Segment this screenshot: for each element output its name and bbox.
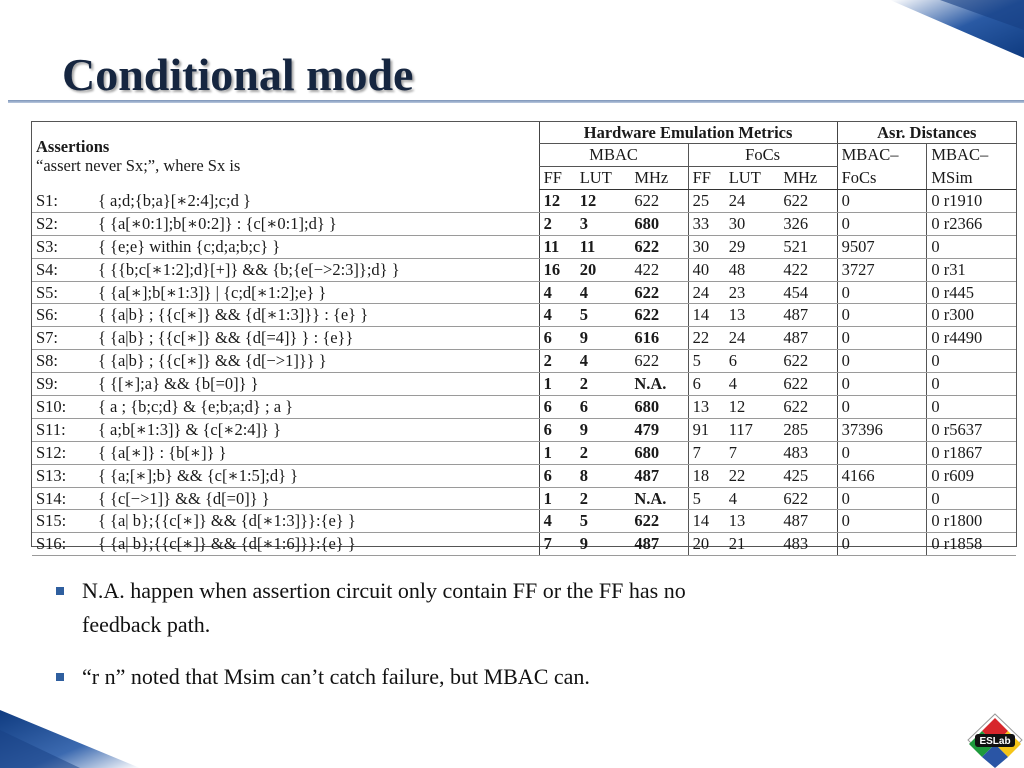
table-row xyxy=(32,418,1016,441)
cell-fmhz: 483 xyxy=(779,533,837,556)
cell-mmhz: 622 xyxy=(630,510,688,533)
cell-d2: 0 r609 xyxy=(927,464,1016,487)
note-text-line1: N.A. happen when assertion circuit only contain FF or the FF has no xyxy=(82,578,686,603)
assertion-expression: { {a| b};{{c[∗]} && {d[∗1:6]}}:{e} } xyxy=(98,534,356,554)
logo-text: ESLab xyxy=(979,736,1011,747)
mbac-group-header: MBAC xyxy=(539,144,688,167)
assertion-expression: { {a| b};{{c[∗]} && {d[∗1:3]}}:{e} } xyxy=(98,511,356,531)
cell-mff: 6 xyxy=(539,464,576,487)
cell-mff: 4 xyxy=(539,304,576,327)
mbac-focs-header-line1: MBAC– xyxy=(837,144,927,167)
cell-fff: 13 xyxy=(688,396,725,419)
cell-mlut: 6 xyxy=(576,396,631,419)
cell-d2: 0 r1910 xyxy=(927,190,1016,213)
table-row xyxy=(32,441,1016,464)
assertion-name: S11: xyxy=(36,419,66,439)
cell-fmhz: 422 xyxy=(779,258,837,281)
cell-fmhz: 454 xyxy=(779,281,837,304)
table-row xyxy=(32,350,1016,373)
assertion-name: S9: xyxy=(36,374,59,394)
cell-mlut: 11 xyxy=(576,235,631,258)
assertion-name: S1: xyxy=(36,190,59,210)
cell-mlut: 2 xyxy=(576,373,631,396)
mbac-focs-header-line2: FoCs xyxy=(837,167,927,190)
cell-d1: 0 xyxy=(837,510,927,533)
cell-d2: 0 r1858 xyxy=(927,533,1016,556)
cell-fmhz: 622 xyxy=(779,190,837,213)
table-row xyxy=(32,510,1016,533)
assertion-cell xyxy=(32,350,539,373)
assertion-cell xyxy=(32,235,539,258)
cell-flut: 30 xyxy=(725,212,780,235)
cell-mmhz: 487 xyxy=(630,533,688,556)
cell-mmhz: 422 xyxy=(630,258,688,281)
cell-mlut: 5 xyxy=(576,304,631,327)
cell-d1: 0 xyxy=(837,373,927,396)
cell-d2: 0 r31 xyxy=(927,258,1016,281)
assertion-expression: { a ; {b;c;d} & {e;b;a;d} ; a } xyxy=(98,396,294,416)
cell-mff: 16 xyxy=(539,258,576,281)
cell-mmhz: 479 xyxy=(630,418,688,441)
assertion-expression: { {{b;c[∗1:2];d}[+]} && {b;{e[−>2:3]};d} } xyxy=(98,259,400,279)
note-text: “r n” noted that Msim can’t catch failure, but MBAC can. xyxy=(82,664,590,689)
cell-flut: 24 xyxy=(725,327,780,350)
cell-fff: 18 xyxy=(688,464,725,487)
col-header-mbac-ff: FF xyxy=(539,167,576,190)
cell-fmhz: 487 xyxy=(779,304,837,327)
table-row xyxy=(32,396,1016,419)
cell-fmhz: 487 xyxy=(779,510,837,533)
table-row xyxy=(32,533,1016,556)
cell-d1: 0 xyxy=(837,327,927,350)
cell-mmhz: 622 xyxy=(630,281,688,304)
cell-d2: 0 r300 xyxy=(927,304,1016,327)
assertion-expression: { {c[−>1]} && {d[=0]} } xyxy=(98,488,270,508)
assertion-cell xyxy=(32,258,539,281)
cell-mff: 1 xyxy=(539,441,576,464)
cell-d1: 4166 xyxy=(837,464,927,487)
cell-fmhz: 622 xyxy=(779,396,837,419)
cell-mlut: 8 xyxy=(576,464,631,487)
cell-fff: 5 xyxy=(688,350,725,373)
table-row xyxy=(32,327,1016,350)
cell-d2: 0 r4490 xyxy=(927,327,1016,350)
cell-fff: 14 xyxy=(688,304,725,327)
mbac-msim-header-line2: MSim xyxy=(927,167,1016,190)
assertion-name: S2: xyxy=(36,213,59,233)
assertion-expression: { {a[∗]} : {b[∗]} } xyxy=(98,442,227,462)
cell-d1: 0 xyxy=(837,487,927,510)
corner-decoration-bottom-left xyxy=(0,710,140,768)
cell-mmhz: 680 xyxy=(630,212,688,235)
assertion-name: S15: xyxy=(36,511,67,531)
cell-d1: 3727 xyxy=(837,258,927,281)
assertions-header xyxy=(32,122,539,190)
assertion-cell xyxy=(32,190,539,213)
cell-fff: 91 xyxy=(688,418,725,441)
assertion-expression: { {a[∗];b[∗1:3]} | {c;d[∗1:2];e} } xyxy=(98,282,327,302)
slide-title: Conditional mode xyxy=(62,49,414,100)
cell-fmhz: 285 xyxy=(779,418,837,441)
assertion-cell xyxy=(32,441,539,464)
cell-mmhz: 680 xyxy=(630,441,688,464)
col-header-focs-ff: FF xyxy=(688,167,725,190)
cell-fmhz: 326 xyxy=(779,212,837,235)
cell-mlut: 9 xyxy=(576,327,631,350)
assertion-name: S14: xyxy=(36,488,67,508)
assertion-name: S3: xyxy=(36,236,59,256)
table-row xyxy=(32,373,1016,396)
cell-mff: 1 xyxy=(539,487,576,510)
cell-mmhz: 622 xyxy=(630,350,688,373)
cell-d1: 0 xyxy=(837,212,927,235)
table-row xyxy=(32,212,1016,235)
assertion-name: S13: xyxy=(36,465,67,485)
cell-mmhz: N.A. xyxy=(630,373,688,396)
assertion-name: S16: xyxy=(36,534,67,554)
cell-mmhz: 622 xyxy=(630,235,688,258)
cell-mmhz: N.A. xyxy=(630,487,688,510)
results-table-body xyxy=(32,190,1016,556)
assertion-cell xyxy=(32,396,539,419)
cell-d1: 9507 xyxy=(837,235,927,258)
cell-mmhz: 680 xyxy=(630,396,688,419)
assertion-expression: { {e;e} within {c;d;a;b;c} } xyxy=(98,236,281,256)
cell-mlut: 9 xyxy=(576,418,631,441)
assertion-cell xyxy=(32,304,539,327)
cell-mlut: 4 xyxy=(576,281,631,304)
cell-fmhz: 483 xyxy=(779,441,837,464)
cell-fff: 30 xyxy=(688,235,725,258)
cell-d2: 0 xyxy=(927,487,1016,510)
cell-d2: 0 xyxy=(927,350,1016,373)
cell-flut: 12 xyxy=(725,396,780,419)
table-row xyxy=(32,464,1016,487)
cell-flut: 13 xyxy=(725,510,780,533)
assertion-expression: { {[∗];a} && {b[=0]} } xyxy=(98,374,259,394)
focs-group-header: FoCs xyxy=(688,144,837,167)
col-header-mbac-mhz: MHz xyxy=(630,167,688,190)
assertions-header-subtitle: “assert never Sx;”, where Sx is xyxy=(36,155,241,175)
assertion-expression: { {a[∗0:1];b[∗0:2]} : {c[∗0:1];d} } xyxy=(98,213,337,233)
assertion-cell xyxy=(32,464,539,487)
cell-flut: 4 xyxy=(725,487,780,510)
cell-mff: 12 xyxy=(539,190,576,213)
cell-mff: 6 xyxy=(539,396,576,419)
cell-mlut: 2 xyxy=(576,487,631,510)
assertion-expression: { {a|b} ; {{c[∗]} && {d[∗1:3]}} : {e} } xyxy=(98,305,369,325)
cell-d2: 0 r1800 xyxy=(927,510,1016,533)
assertion-name: S6: xyxy=(36,305,59,325)
cell-fff: 22 xyxy=(688,327,725,350)
assertion-cell xyxy=(32,327,539,350)
cell-mff: 6 xyxy=(539,418,576,441)
assertion-expression: { a;b[∗1:3]} & {c[∗2:4]} } xyxy=(98,419,281,439)
mbac-msim-header-line1: MBAC– xyxy=(927,144,1016,167)
cell-flut: 4 xyxy=(725,373,780,396)
cell-d2: 0 r1867 xyxy=(927,441,1016,464)
cell-mmhz: 487 xyxy=(630,464,688,487)
assertion-name: S10: xyxy=(36,396,67,416)
assertion-name: S12: xyxy=(36,442,67,462)
cell-mff: 2 xyxy=(539,212,576,235)
cell-mlut: 4 xyxy=(576,350,631,373)
asr-distances-header: Asr. Distances xyxy=(837,122,1016,144)
cell-d1: 0 xyxy=(837,533,927,556)
table-row xyxy=(32,487,1016,510)
cell-fff: 14 xyxy=(688,510,725,533)
cell-d1: 0 xyxy=(837,350,927,373)
cell-d1: 0 xyxy=(837,441,927,464)
assertion-name: S5: xyxy=(36,282,59,302)
cell-flut: 29 xyxy=(725,235,780,258)
cell-mmhz: 616 xyxy=(630,327,688,350)
note-item xyxy=(56,660,956,694)
table-row xyxy=(32,235,1016,258)
cell-fff: 6 xyxy=(688,373,725,396)
cell-d2: 0 r5637 xyxy=(927,418,1016,441)
cell-d1: 37396 xyxy=(837,418,927,441)
cell-fff: 33 xyxy=(688,212,725,235)
assertion-cell xyxy=(32,510,539,533)
assertions-header-title: Assertions xyxy=(36,136,110,156)
cell-fff: 25 xyxy=(688,190,725,213)
table-row xyxy=(32,304,1016,327)
cell-fmhz: 487 xyxy=(779,327,837,350)
cell-flut: 48 xyxy=(725,258,780,281)
assertion-cell xyxy=(32,373,539,396)
assertion-cell xyxy=(32,212,539,235)
assertion-expression: { {a|b} ; {{c[∗]} && {d[=4]} } : {e}} xyxy=(98,328,354,348)
cell-fmhz: 521 xyxy=(779,235,837,258)
assertion-cell xyxy=(32,281,539,304)
assertion-name: S8: xyxy=(36,351,59,371)
cell-mmhz: 622 xyxy=(630,190,688,213)
hardware-metrics-header: Hardware Emulation Metrics xyxy=(539,122,837,144)
results-table-frame xyxy=(31,121,1017,554)
notes-list xyxy=(56,574,956,712)
square-bullet-icon xyxy=(56,587,64,595)
cell-flut: 6 xyxy=(725,350,780,373)
cell-d1: 0 xyxy=(837,190,927,213)
cell-mlut: 9 xyxy=(576,533,631,556)
cell-flut: 21 xyxy=(725,533,780,556)
note-item xyxy=(56,574,956,642)
assertion-name: S7: xyxy=(36,328,59,348)
table-row xyxy=(32,190,1016,213)
cell-d2: 0 r2366 xyxy=(927,212,1016,235)
cell-mlut: 2 xyxy=(576,441,631,464)
cell-mlut: 20 xyxy=(576,258,631,281)
col-header-mbac-lut: LUT xyxy=(576,167,631,190)
cell-fff: 7 xyxy=(688,441,725,464)
cell-fmhz: 622 xyxy=(779,373,837,396)
assertion-expression: { a;d;{b;a}[∗2:4];c;d } xyxy=(98,190,251,210)
cell-d1: 0 xyxy=(837,281,927,304)
cell-fff: 40 xyxy=(688,258,725,281)
assertion-expression: { {a|b} ; {{c[∗]} && {d[−>1]}} } xyxy=(98,351,327,371)
cell-fff: 24 xyxy=(688,281,725,304)
cell-mff: 11 xyxy=(539,235,576,258)
square-bullet-icon xyxy=(56,673,64,681)
cell-flut: 7 xyxy=(725,441,780,464)
eslab-logo xyxy=(966,712,1024,768)
assertion-cell xyxy=(32,418,539,441)
cell-flut: 24 xyxy=(725,190,780,213)
cell-d2: 0 r445 xyxy=(927,281,1016,304)
cell-d1: 0 xyxy=(837,396,927,419)
cell-mff: 7 xyxy=(539,533,576,556)
cell-flut: 23 xyxy=(725,281,780,304)
cell-fmhz: 622 xyxy=(779,487,837,510)
assertion-expression: { {a;[∗];b} && {c[∗1:5];d} } xyxy=(98,465,299,485)
assertion-cell xyxy=(32,487,539,510)
cell-flut: 22 xyxy=(725,464,780,487)
cell-d2: 0 xyxy=(927,396,1016,419)
cell-mff: 6 xyxy=(539,327,576,350)
note-text-line2: feedback path. xyxy=(82,612,211,637)
cell-mff: 4 xyxy=(539,510,576,533)
cell-d1: 0 xyxy=(837,304,927,327)
cell-d2: 0 xyxy=(927,373,1016,396)
results-table xyxy=(32,122,1016,556)
col-header-focs-lut: LUT xyxy=(725,167,780,190)
assertion-name: S4: xyxy=(36,259,59,279)
assertion-cell xyxy=(32,533,539,556)
cell-fmhz: 622 xyxy=(779,350,837,373)
cell-flut: 13 xyxy=(725,304,780,327)
cell-d2: 0 xyxy=(927,235,1016,258)
cell-mlut: 12 xyxy=(576,190,631,213)
cell-mlut: 3 xyxy=(576,212,631,235)
cell-fff: 20 xyxy=(688,533,725,556)
title-underline xyxy=(8,100,1024,103)
cell-mmhz: 622 xyxy=(630,304,688,327)
col-header-focs-mhz: MHz xyxy=(779,167,837,190)
cell-mff: 4 xyxy=(539,281,576,304)
cell-flut: 117 xyxy=(725,418,780,441)
cell-mlut: 5 xyxy=(576,510,631,533)
table-row xyxy=(32,281,1016,304)
cell-fmhz: 425 xyxy=(779,464,837,487)
cell-mff: 2 xyxy=(539,350,576,373)
cell-fff: 5 xyxy=(688,487,725,510)
cell-mff: 1 xyxy=(539,373,576,396)
table-row xyxy=(32,258,1016,281)
